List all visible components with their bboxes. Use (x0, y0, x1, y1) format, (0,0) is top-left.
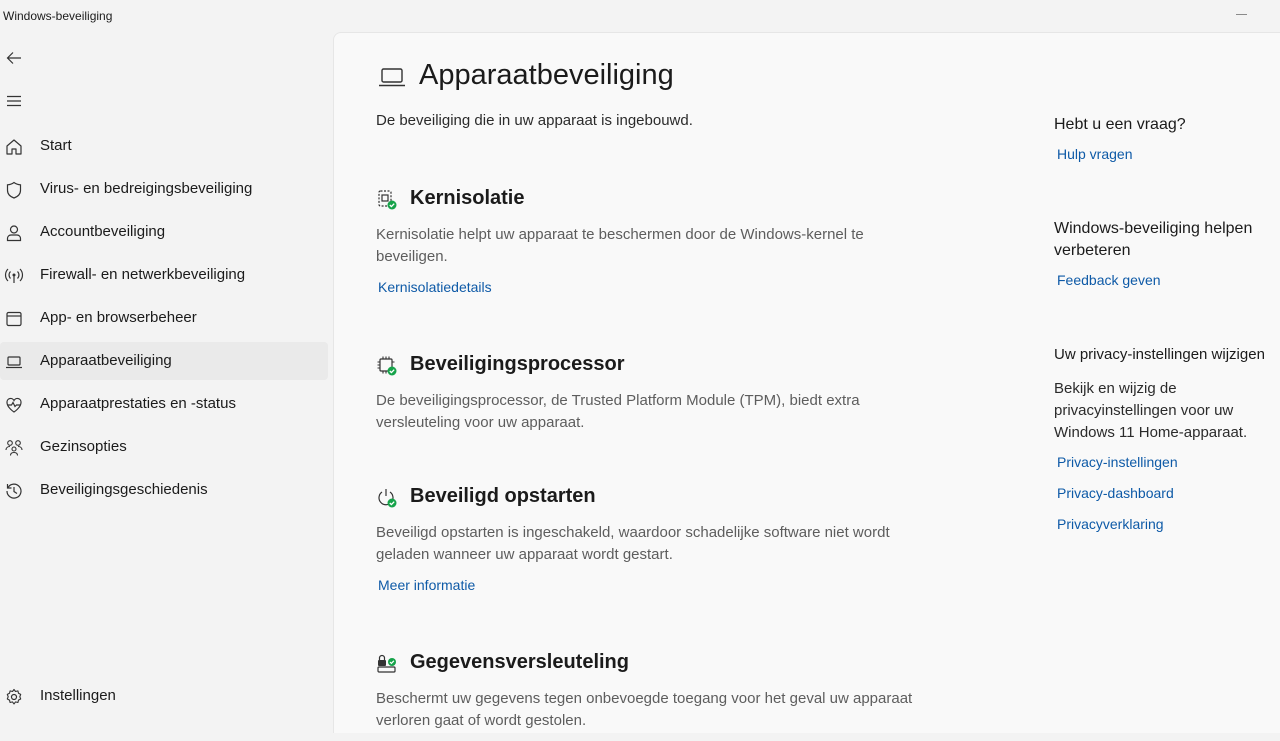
sidebar-item-device-security[interactable] (0, 342, 328, 380)
power-icon (376, 487, 398, 509)
sidebar-item-label: Apparaatprestaties en -status (40, 395, 236, 412)
privacy-settings-link[interactable]: Privacy-instellingen (1057, 454, 1178, 470)
sidebar-item-account[interactable] (0, 213, 328, 251)
sidebar-item-label: Firewall- en netwerkbeveiliging (40, 266, 246, 283)
sidebar-item-label: Start (40, 137, 72, 154)
section-security-processor (376, 353, 936, 443)
sidebar-item-virus[interactable] (0, 170, 328, 208)
privacy-dashboard-link[interactable]: Privacy-dashboard (1057, 485, 1174, 501)
privacy-statement-link[interactable]: Privacyverklaring (1057, 516, 1164, 532)
section-description: Kernisolatie helpt uw apparaat te beschermen door de Windows-kernel te beveiligen. (376, 226, 864, 265)
sidebar-item-label: Beveiligingsgeschiedenis (40, 481, 208, 498)
laptop-icon (4, 352, 24, 372)
sidebar-item-app-browser[interactable] (0, 299, 328, 337)
hamburger-icon (6, 95, 22, 107)
page-title: Apparaatbeveiliging (419, 59, 674, 91)
question-heading: Hebt u een vraag? (1054, 116, 1186, 133)
home-icon (4, 137, 24, 157)
core-isolation-details-link[interactable]: Kernisolatiedetails (378, 279, 492, 295)
laptop-icon (378, 67, 406, 89)
browser-window-icon (4, 309, 24, 329)
minimize-button[interactable] (1232, 2, 1252, 24)
antenna-icon (4, 266, 24, 286)
core-isolation-icon (376, 189, 398, 211)
get-help-link[interactable]: Hulp vragen (1057, 146, 1133, 162)
section-title: Beveiligingsprocessor (410, 353, 625, 375)
sidebar-item-label: Gezinsopties (40, 438, 127, 455)
privacy-text: Bekijk en wijzig de privacyinstellingen voor uw Windows 11 Home-apparaat. (1054, 380, 1248, 441)
sidebar (0, 32, 332, 720)
section-description: Beveiligd opstarten is ingeschakeld, waardoor schadelijke software niet wordt geladen wanneer uw apparaat wordt gestart. (376, 524, 890, 563)
heart-pulse-icon (4, 395, 24, 415)
lock-drive-icon (376, 653, 398, 675)
feedback-link[interactable]: Feedback geven (1057, 272, 1161, 288)
title-bar (0, 0, 1280, 32)
arrow-left-icon (6, 51, 22, 65)
history-icon (4, 481, 24, 501)
section-data-encryption (376, 651, 936, 741)
sidebar-item-family[interactable] (0, 428, 328, 466)
sidebar-item-label: Virus- en bedreigingsbeveiliging (40, 180, 253, 197)
sidebar-item-label: Instellingen (40, 687, 116, 704)
sidebar-item-start[interactable] (0, 127, 328, 165)
sidebar-item-label: Accountbeveiliging (40, 223, 166, 240)
section-core-isolation (376, 187, 936, 307)
section-secure-boot (376, 485, 936, 605)
improve-heading: Windows-beveiliging helpen verbeteren (1054, 220, 1253, 259)
sidebar-item-settings[interactable] (0, 677, 328, 715)
chip-icon (376, 355, 398, 377)
sidebar-item-performance[interactable] (0, 385, 328, 423)
gear-icon (4, 687, 24, 707)
privacy-heading: Uw privacy-instellingen wijzigen (1054, 346, 1265, 363)
section-description: De beveiligingsprocessor, de Trusted Platform Module (TPM), biedt extra versleuteling voor uw apparaat. (376, 392, 860, 431)
back-button[interactable] (2, 46, 26, 70)
sidebar-item-label: App- en browserbeheer (40, 309, 197, 326)
sidebar-item-firewall[interactable] (0, 256, 328, 294)
family-icon (4, 438, 24, 458)
page-subtitle: De beveiliging die in uw apparaat is ingebouwd. (376, 112, 693, 129)
sidebar-item-label: Apparaatbeveiliging (40, 352, 172, 369)
person-icon (4, 223, 24, 243)
section-title: Beveiligd opstarten (410, 485, 596, 507)
sidebar-item-history[interactable] (0, 471, 328, 509)
section-title: Gegevensversleuteling (410, 651, 629, 673)
more-info-link[interactable]: Meer informatie (378, 577, 476, 593)
section-title: Kernisolatie (410, 187, 525, 209)
window-title: Windows-beveiliging (3, 9, 113, 23)
shield-icon (4, 180, 24, 200)
menu-button[interactable] (2, 89, 26, 113)
section-description: Beschermt uw gegevens tegen onbevoegde toegang voor het geval uw apparaat verloren gaat of wordt gestolen. (376, 690, 913, 729)
